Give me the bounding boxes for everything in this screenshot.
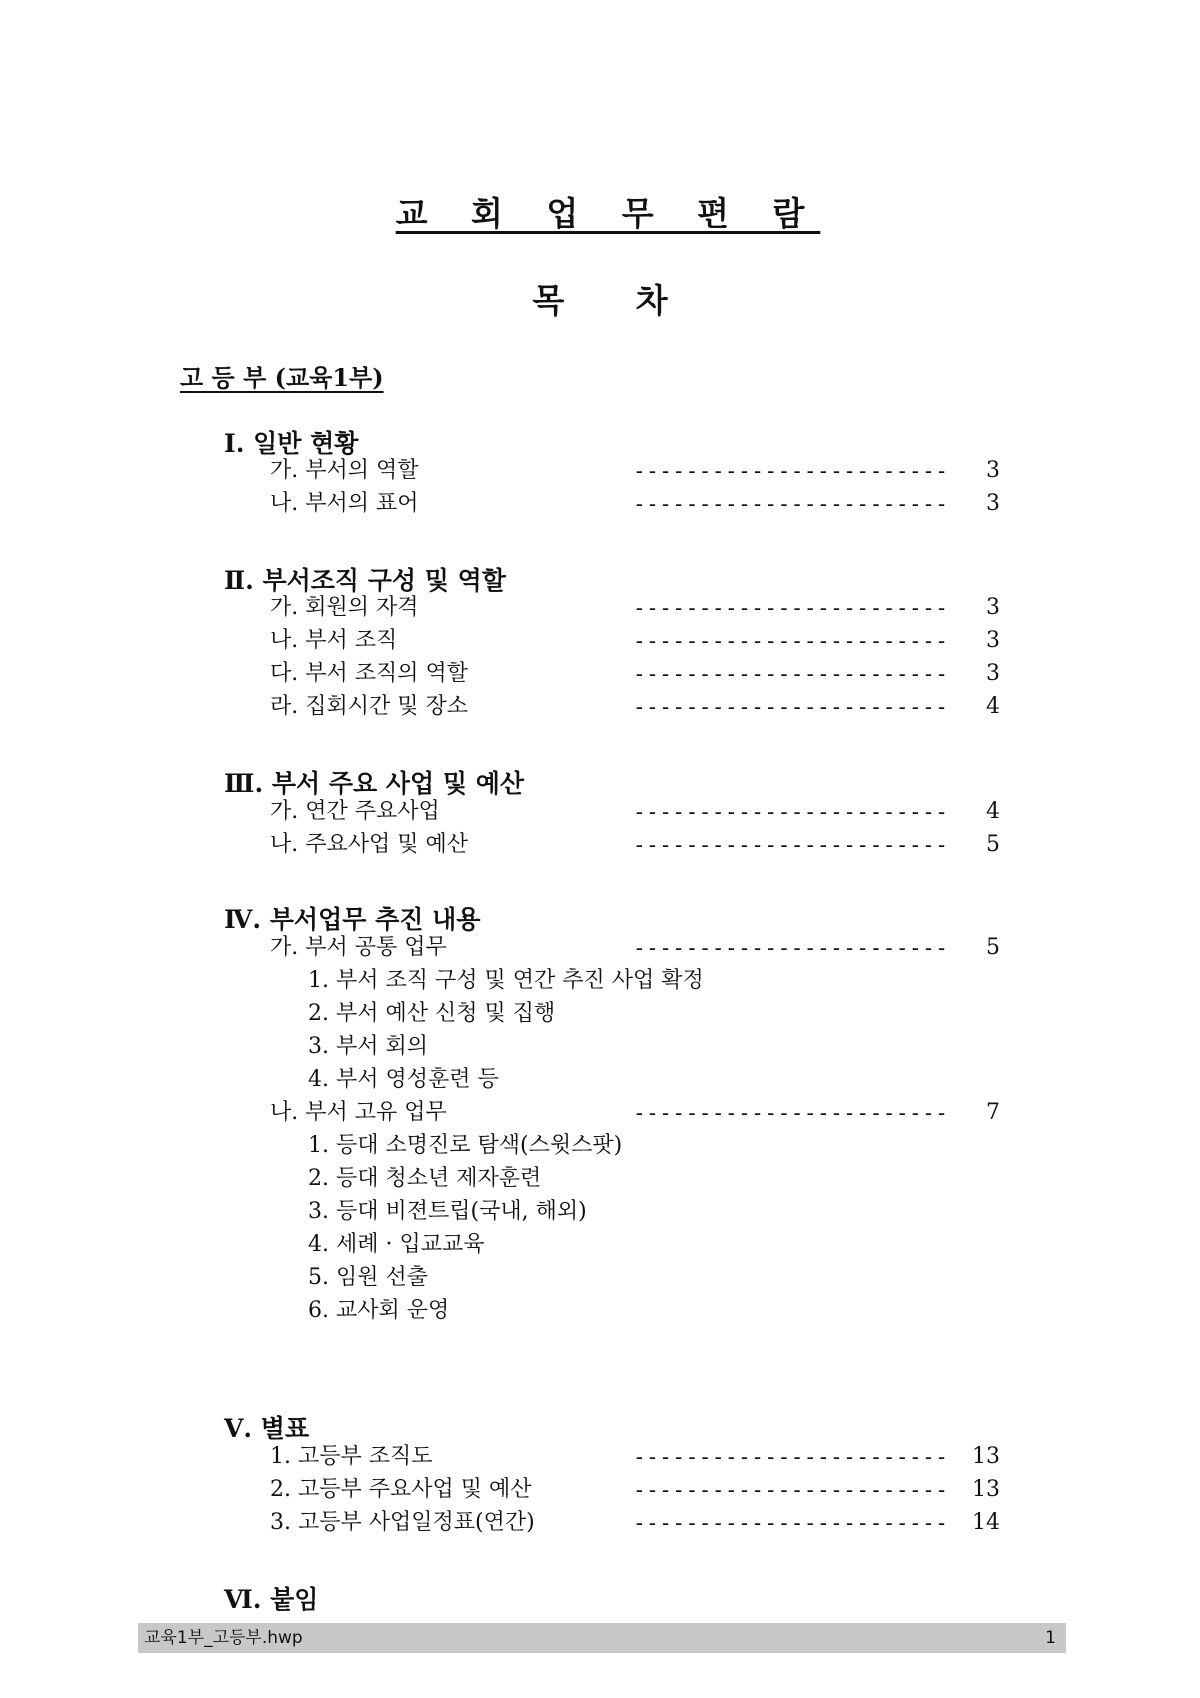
dot-leader: ------------------------ (633, 459, 949, 483)
toc-subentry[interactable] (308, 999, 1000, 1029)
section-heading: Ⅰ. 일반 현황 (224, 429, 359, 458)
toc-entry[interactable] (270, 692, 1000, 722)
toc-entry-label: 1. 고등부 조직도 (270, 1444, 433, 1469)
dot-leader: ------------------------ (633, 1511, 949, 1535)
toc-entry-label: 2. 부서 예산 신청 및 집행 (308, 1001, 556, 1026)
dot-leader: ------------------------ (633, 629, 949, 653)
toc-entry-page: 7 (986, 1100, 1000, 1125)
toc-subentry[interactable] (308, 1164, 1000, 1194)
toc-subentry[interactable] (308, 1065, 1000, 1095)
toc-entry[interactable] (270, 626, 1000, 656)
toc-entry-label: 6. 교사회 운영 (308, 1298, 450, 1323)
toc-subentry[interactable] (308, 1032, 1000, 1062)
footer-filename: 교육1부_고등부.hwp (144, 1628, 303, 1648)
toc-entry-label: 가. 부서의 역할 (270, 458, 419, 483)
toc-entry-label: 다. 부서 조직의 역할 (270, 661, 468, 686)
toc-entry-label: 가. 회원의 자격 (270, 595, 419, 620)
department-heading: 고 등 부 (교육1부) (180, 363, 384, 392)
toc-entry-label: 가. 연간 주요사업 (270, 799, 440, 824)
dot-leader: ------------------------ (633, 662, 949, 686)
toc-entry-page: 14 (972, 1510, 1000, 1535)
toc-entry-label: 나. 부서 고유 업무 (270, 1100, 447, 1125)
toc-entry[interactable] (270, 1508, 1000, 1538)
toc-entry-label: 1. 부서 조직 구성 및 연간 추진 사업 확정 (308, 968, 704, 993)
toc-entry[interactable] (270, 933, 1000, 963)
toc-entry[interactable] (270, 659, 1000, 689)
toc-subentry[interactable] (308, 966, 1000, 996)
document-title: 교 회 업 무 편 람 (395, 194, 821, 233)
toc-entry-label: 2. 등대 청소년 제자훈련 (308, 1166, 542, 1191)
toc-entry[interactable] (270, 1475, 1000, 1505)
dot-leader: ------------------------ (633, 1478, 949, 1502)
toc-entry[interactable] (270, 1098, 1000, 1128)
section-heading: Ⅳ. 부서업무 추진 내용 (224, 905, 481, 934)
toc-entry-page: 3 (986, 628, 1000, 653)
toc-entry-page: 3 (986, 491, 1000, 516)
toc-entry-page: 3 (986, 595, 1000, 620)
toc-subentry[interactable] (308, 1296, 1000, 1326)
toc-entry-label: 라. 집회시간 및 장소 (270, 694, 468, 719)
dot-leader: ------------------------ (633, 800, 949, 824)
footer-page-number: 1 (1045, 1628, 1056, 1648)
toc-entry-page: 5 (986, 832, 1000, 857)
toc-entry-label: 나. 부서의 표어 (270, 491, 419, 516)
toc-entry-page: 4 (986, 694, 1000, 719)
dot-leader: ------------------------ (633, 596, 949, 620)
section-heading: Ⅵ. 붙임 (224, 1585, 319, 1614)
toc-entry-page: 5 (986, 935, 1000, 960)
dot-leader: ------------------------ (633, 936, 949, 960)
toc-entry-label: 2. 고등부 주요사업 및 예산 (270, 1477, 532, 1502)
toc-entry-label: 나. 부서 조직 (270, 628, 398, 653)
toc-entry-label: 1. 등대 소명진로 탐색(스윗스팟) (308, 1133, 623, 1158)
toc-entry-label: 4. 세례 · 입교교육 (308, 1232, 485, 1257)
toc-entry-page: 3 (986, 458, 1000, 483)
toc-entry[interactable] (270, 489, 1000, 519)
section-heading: Ⅱ. 부서조직 구성 및 역할 (224, 566, 506, 595)
toc-entry[interactable] (270, 1442, 1000, 1472)
toc-entry-label: 나. 주요사업 및 예산 (270, 832, 468, 857)
toc-subentry[interactable] (308, 1131, 1000, 1161)
toc-entry-page: 13 (972, 1444, 1000, 1469)
dot-leader: ------------------------ (633, 492, 949, 516)
toc-entry-label: 3. 고등부 사업일정표(연간) (270, 1510, 535, 1535)
toc-entry-label: 4. 부서 영성훈련 등 (308, 1067, 499, 1092)
page-footer (138, 1623, 1066, 1653)
toc-entry-label: 3. 부서 회의 (308, 1034, 428, 1059)
dot-leader: ------------------------ (633, 1101, 949, 1125)
toc-subentry[interactable] (308, 1197, 1000, 1227)
toc-entry[interactable] (270, 830, 1000, 860)
toc-subentry[interactable] (308, 1263, 1000, 1293)
toc-entry-label: 5. 임원 선출 (308, 1265, 428, 1290)
dot-leader: ------------------------ (633, 833, 949, 857)
toc-entry-label: 가. 부서 공통 업무 (270, 935, 447, 960)
toc-entry-label: 3. 등대 비젼트립(국내, 해외) (308, 1199, 587, 1224)
toc-entry[interactable] (270, 593, 1000, 623)
toc-subentry[interactable] (308, 1230, 1000, 1260)
dot-leader: ------------------------ (633, 695, 949, 719)
section-heading: Ⅲ. 부서 주요 사업 및 예산 (224, 769, 525, 798)
toc-entry[interactable] (270, 797, 1000, 827)
toc-entry-page: 13 (972, 1477, 1000, 1502)
dot-leader: ------------------------ (633, 1445, 949, 1469)
toc-entry-page: 3 (986, 661, 1000, 686)
toc-entry[interactable] (270, 456, 1000, 486)
toc-heading: 목 차 (532, 281, 668, 320)
section-heading: Ⅴ. 별표 (224, 1414, 310, 1443)
toc-entry-page: 4 (986, 799, 1000, 824)
